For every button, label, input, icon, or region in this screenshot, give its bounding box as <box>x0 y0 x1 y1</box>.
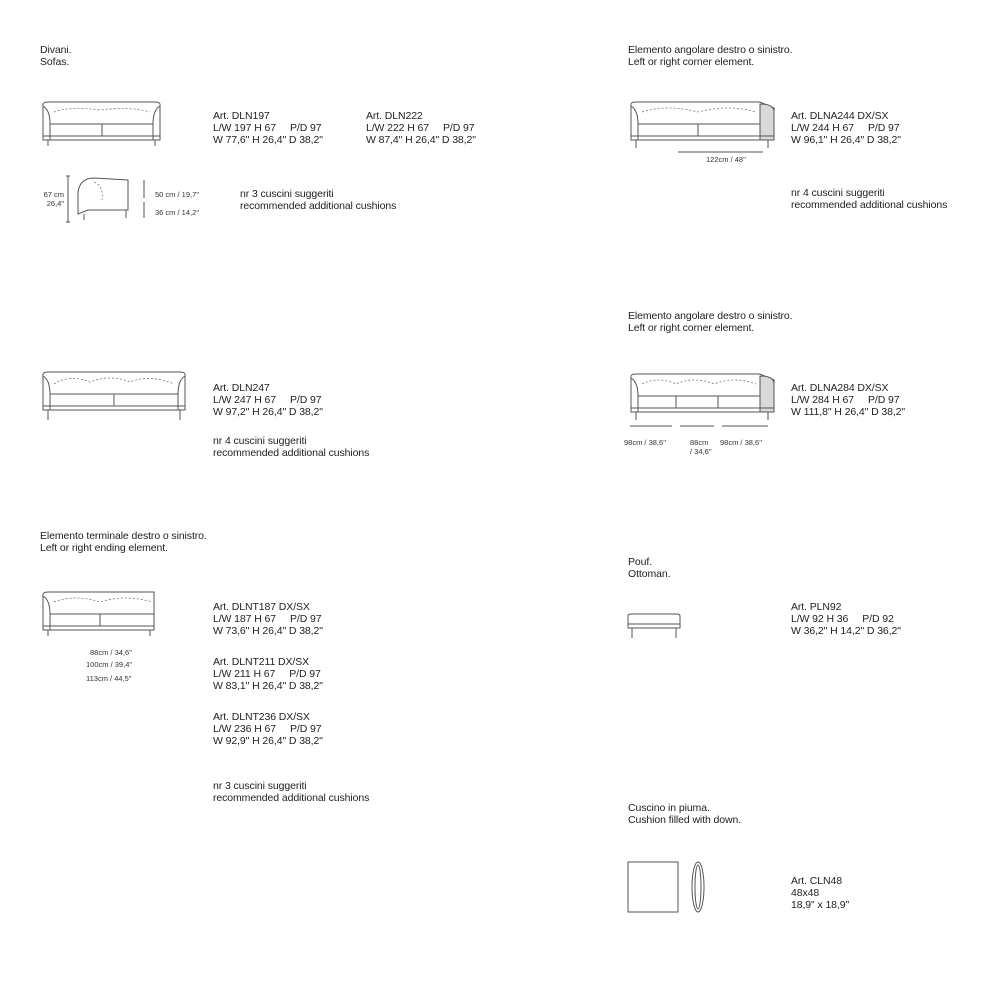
dlnt187-spec <box>213 601 323 637</box>
dlnt187-metric: L/W 187 H 67 <box>213 613 276 625</box>
ending-title-it: Elemento terminale destro o sinistro. <box>40 530 207 542</box>
pln92-imperial: W 36,2" H 14,2" D 36,2" <box>791 625 901 637</box>
dln197-spec <box>213 110 323 146</box>
dln247-cushions-en: recommended additional cushions <box>213 447 370 459</box>
pln92-ottoman-drawing <box>626 612 686 642</box>
corner1-width-label: 122cm / 48'' <box>706 155 746 164</box>
sofas-title-it: Divani. <box>40 44 72 56</box>
dlnt236-metric: L/W 236 H 67 <box>213 723 276 735</box>
dln247-art: Art. DLN247 <box>213 382 270 394</box>
dln222-metric: L/W 222 H 67 <box>366 122 429 134</box>
dln247-imperial: W 97,2" H 26,4" D 38,2" <box>213 406 323 418</box>
dln247-spec <box>213 382 323 418</box>
dlnt236-imperial: W 92,9" H 26,4" D 38,2" <box>213 735 323 747</box>
dlnt211-depth: P/D 97 <box>289 668 321 680</box>
dlna244-depth: P/D 97 <box>868 122 900 134</box>
side-height-label <box>38 190 64 208</box>
corner2-mid-cm: 88cm <box>690 438 709 447</box>
pouf-title-en: Ottoman. <box>628 568 671 580</box>
dlnt211-imperial: W 83,1" H 26,4" D 38,2" <box>213 680 323 692</box>
dln222-spec <box>366 110 476 146</box>
sofas-title <box>40 44 71 68</box>
pouf-title-it: Pouf. <box>628 556 653 568</box>
corner2-right-label: 98cm / 38,6'' <box>720 438 763 447</box>
ending-dim-b: 100cm / 39,4" <box>86 660 133 669</box>
corner1-cushions-en: recommended additional cushions <box>791 199 948 211</box>
pln92-metric: L/W 92 H 36 <box>791 613 849 625</box>
dlna284-spec <box>791 382 905 418</box>
ending-cushions-note <box>213 780 369 804</box>
corner2-left-label: 98cm / 38,6'' <box>624 438 667 447</box>
ending-cushions-en: recommended additional cushions <box>213 792 370 804</box>
seat-height-label: 36 cm / 14,2'' <box>155 208 200 217</box>
dlnt211-art: Art. DLNT211 DX/SX <box>213 656 310 668</box>
sofas-title-en: Sofas. <box>40 56 70 68</box>
dlnt211-spec <box>213 656 323 692</box>
dln197-depth: P/D 97 <box>290 122 322 134</box>
pln92-art: Art. PLN92 <box>791 601 842 613</box>
corner2-mid-in: / 34,6'' <box>690 447 712 456</box>
dlnt211-metric: L/W 211 H 67 <box>213 668 276 680</box>
dln197-imperial: W 77,6" H 26,4" D 38,2" <box>213 134 323 146</box>
dlnt187-art: Art. DLNT187 DX/SX <box>213 601 310 613</box>
dlna244-spec <box>791 110 901 146</box>
corner1-title <box>628 44 793 68</box>
dlnt236-spec <box>213 711 323 747</box>
dlnt187-imperial: W 73,6" H 26,4" D 38,2" <box>213 625 323 637</box>
dlna244-sofa-drawing <box>628 100 778 160</box>
cushion-title-it: Cuscino in piuma. <box>628 802 710 814</box>
pln92-spec <box>791 601 901 637</box>
ending-dim-c: 113cm / 44,5" <box>86 674 132 683</box>
cln48-cushion-drawing <box>626 860 716 916</box>
sofa-cushions-note <box>240 188 396 212</box>
dln247-sofa-drawing <box>40 370 190 425</box>
ending-title <box>40 530 207 554</box>
cln48-art: Art. CLN48 <box>791 875 842 887</box>
cln48-imperial: 18,9" x 18,9" <box>791 899 850 911</box>
dln197-metric: L/W 197 H 67 <box>213 122 276 134</box>
dln222-art: Art. DLN222 <box>366 110 423 122</box>
dlna284-art: Art. DLNA284 DX/SX <box>791 382 889 394</box>
pouf-title <box>628 556 670 580</box>
side-profile-drawing <box>64 172 156 228</box>
cushion-title <box>628 802 741 826</box>
ending-cushions-it: nr 3 cuscini suggeriti <box>213 780 307 792</box>
corner2-title-en: Left or right corner element. <box>628 322 755 334</box>
seat-back-label: 50 cm / 19,7'' <box>155 190 200 199</box>
cushion-title-en: Cushion filled with down. <box>628 814 742 826</box>
ending-title-en: Left or right ending element. <box>40 542 168 554</box>
dln222-imperial: W 87,4" H 26,4" D 38,2" <box>366 134 476 146</box>
dlna284-metric: L/W 284 H 67 <box>791 394 854 406</box>
ending-dim-a: 88cm / 34,6" <box>90 648 132 657</box>
dlna244-art: Art. DLNA244 DX/SX <box>791 110 889 122</box>
corner1-title-en: Left or right corner element. <box>628 56 755 68</box>
corner1-cushions-it: nr 4 cuscini suggeriti <box>791 187 885 199</box>
sofa-cushions-en: recommended additional cushions <box>240 200 397 212</box>
cln48-metric: 48x48 <box>791 887 820 899</box>
dlnt236-depth: P/D 97 <box>290 723 322 735</box>
dln247-metric: L/W 247 H 67 <box>213 394 276 406</box>
dlnt187-depth: P/D 97 <box>290 613 322 625</box>
dln197-sofa-drawing <box>40 100 165 150</box>
dlna244-imperial: W 96,1" H 26,4" D 38,2" <box>791 134 901 146</box>
side-height-in: 26,4" <box>46 199 64 208</box>
corner2-title <box>628 310 793 334</box>
dlnt236-art: Art. DLNT236 DX/SX <box>213 711 310 723</box>
dln222-depth: P/D 97 <box>443 122 475 134</box>
corner1-cushions-note <box>791 187 947 211</box>
dln247-depth: P/D 97 <box>290 394 322 406</box>
side-height-cm: 67 cm <box>43 190 64 199</box>
corner2-title-it: Elemento angolare destro o sinistro. <box>628 310 793 322</box>
dlnt-sofa-drawing <box>40 590 160 640</box>
dlna244-metric: L/W 244 H 67 <box>791 122 854 134</box>
dlna284-sofa-drawing <box>628 372 778 432</box>
dlna284-depth: P/D 97 <box>868 394 900 406</box>
dln247-cushions-it: nr 4 cuscini suggeriti <box>213 435 307 447</box>
sofa-cushions-it: nr 3 cuscini suggeriti <box>240 188 334 200</box>
pln92-depth: P/D 92 <box>862 613 894 625</box>
cln48-spec <box>791 875 849 911</box>
dln247-cushions-note <box>213 435 369 459</box>
dln197-art: Art. DLN197 <box>213 110 270 122</box>
corner1-title-it: Elemento angolare destro o sinistro. <box>628 44 793 56</box>
dlna284-imperial: W 111,8" H 26,4" D 38,2" <box>791 406 906 418</box>
